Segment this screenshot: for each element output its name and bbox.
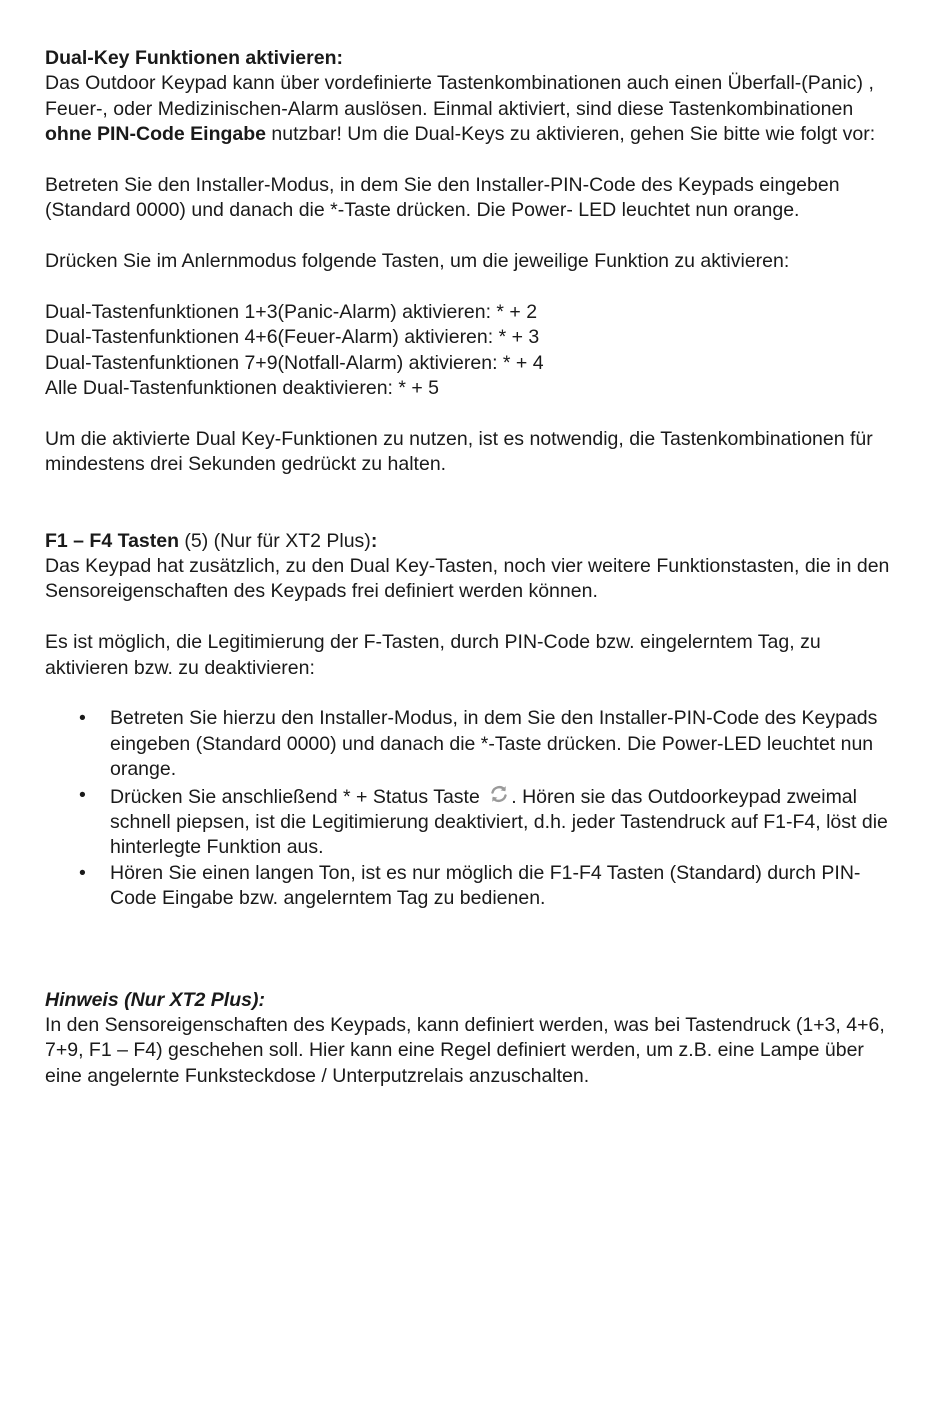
f-keys-intro: Das Keypad hat zusätzlich, zu den Dual Key-Tasten, noch vier weitere Funktionstasten, die in den Sensoreigenschaften des Keypads frei definiert werden können. <box>45 555 890 603</box>
f-keys-heading-colon: : <box>370 529 378 552</box>
dual-key-intro <box>45 71 905 147</box>
f-keys-heading-bold: F1 – F4 Tasten <box>45 529 180 552</box>
dual-key-intro-bold: ohne PIN-Code Eingabe <box>45 123 267 146</box>
bullet-icon: • <box>79 707 86 730</box>
list-item <box>45 706 905 782</box>
bullet-icon: • <box>79 861 86 884</box>
section-heading-dual-key: Dual-Key Funktionen aktivieren: <box>45 47 343 69</box>
document-page <box>45 46 905 1089</box>
list-item-text: Betreten Sie hierzu den Installer-Modus, in dem Sie den Installer-PIN-Code des Keypads eingeben (Standard 0000) und danach die *-Taste drücken. Die Power-LED leuchtet nun orange. <box>110 707 878 781</box>
installer-mode-paragraph: Betreten Sie den Installer-Modus, in dem Sie den Installer-PIN-Code des Keypads eingeben (Standard 0000) und danach die *-Taste drücken. Die Power- LED leuchtet nun orange. <box>45 174 840 222</box>
list-item-text-end: . Hören sie das Outdoorkeypad zweimal schnell piepsen, ist die Legitimierung deaktiviert, d.h. jeder Tastendruck auf F1-F4, löst die hinterlegte Funktion aus. <box>110 785 888 859</box>
combo-line: Dual-Tastenfunktionen 7+9(Notfall-Alarm) aktivieren: * + 4 <box>45 351 544 374</box>
list-item-text: Hören Sie einen langen Ton, ist es nur möglich die F1-F4 Tasten (Standard) durch PIN-Code Eingabe bzw. angelerntem Tag zu bedienen. <box>110 861 861 910</box>
f-keys-heading-note: (5) (Nur für XT2 Plus) <box>179 529 371 552</box>
list-item <box>45 861 905 912</box>
dual-key-intro-text-end: nutzbar! Um die Dual-Keys zu aktivieren, gehen Sie bitte wie folgt vor: <box>266 123 876 146</box>
combo-line: Dual-Tastenfunktionen 4+6(Feuer-Alarm) aktivieren: * + 3 <box>45 326 540 349</box>
usage-paragraph: Um die aktivierte Dual Key-Funktionen zu nutzen, ist es notwendig, die Tastenkombinationen für mindestens drei Sekunden gedrückt zu halten. <box>45 428 873 476</box>
learn-mode-paragraph: Drücken Sie im Anlernmodus folgende Tasten, um die jeweilige Funktion zu aktivieren: <box>45 250 790 273</box>
combo-line: Dual-Tastenfunktionen 1+3(Panic-Alarm) aktivieren: * + 2 <box>45 301 538 324</box>
dual-key-intro-text: Das Outdoor Keypad kann über vordefinierte Tastenkombinationen auch einen Überfall-(Panic) , Feuer-, oder Medizinischen-Alarm auslösen. Einmal aktiviert, sind diese Tastenkombinationen <box>45 72 874 120</box>
bullet-icon: • <box>79 783 86 806</box>
section-heading-f-keys <box>45 529 905 554</box>
bullet-list <box>45 706 905 911</box>
hint-body: In den Sensoreigenschaften des Keypads, kann definiert werden, was bei Tastendruck (1+3, 4+6, 7+9, F1 – F4) geschehen soll. Hier kann eine Regel definiert werden, um z.B. eine Lampe über eine angelernte Funksteckdose / Unterputzrelais anzuschalten. <box>45 1013 885 1087</box>
section-heading-hint: Hinweis (Nur XT2 Plus): <box>45 988 265 1011</box>
combo-line: Alle Dual-Tastenfunktionen deaktivieren: * + 5 <box>45 377 440 400</box>
legitimation-paragraph: Es ist möglich, die Legitimierung der F-Tasten, durch PIN-Code bzw. eingelerntem Tag, zu aktivieren bzw. zu deaktivieren: <box>45 631 821 679</box>
list-item-text: Drücken Sie anschließend * + Status Taste <box>110 785 486 808</box>
list-item <box>45 783 905 861</box>
refresh-arrows-icon <box>488 783 510 805</box>
